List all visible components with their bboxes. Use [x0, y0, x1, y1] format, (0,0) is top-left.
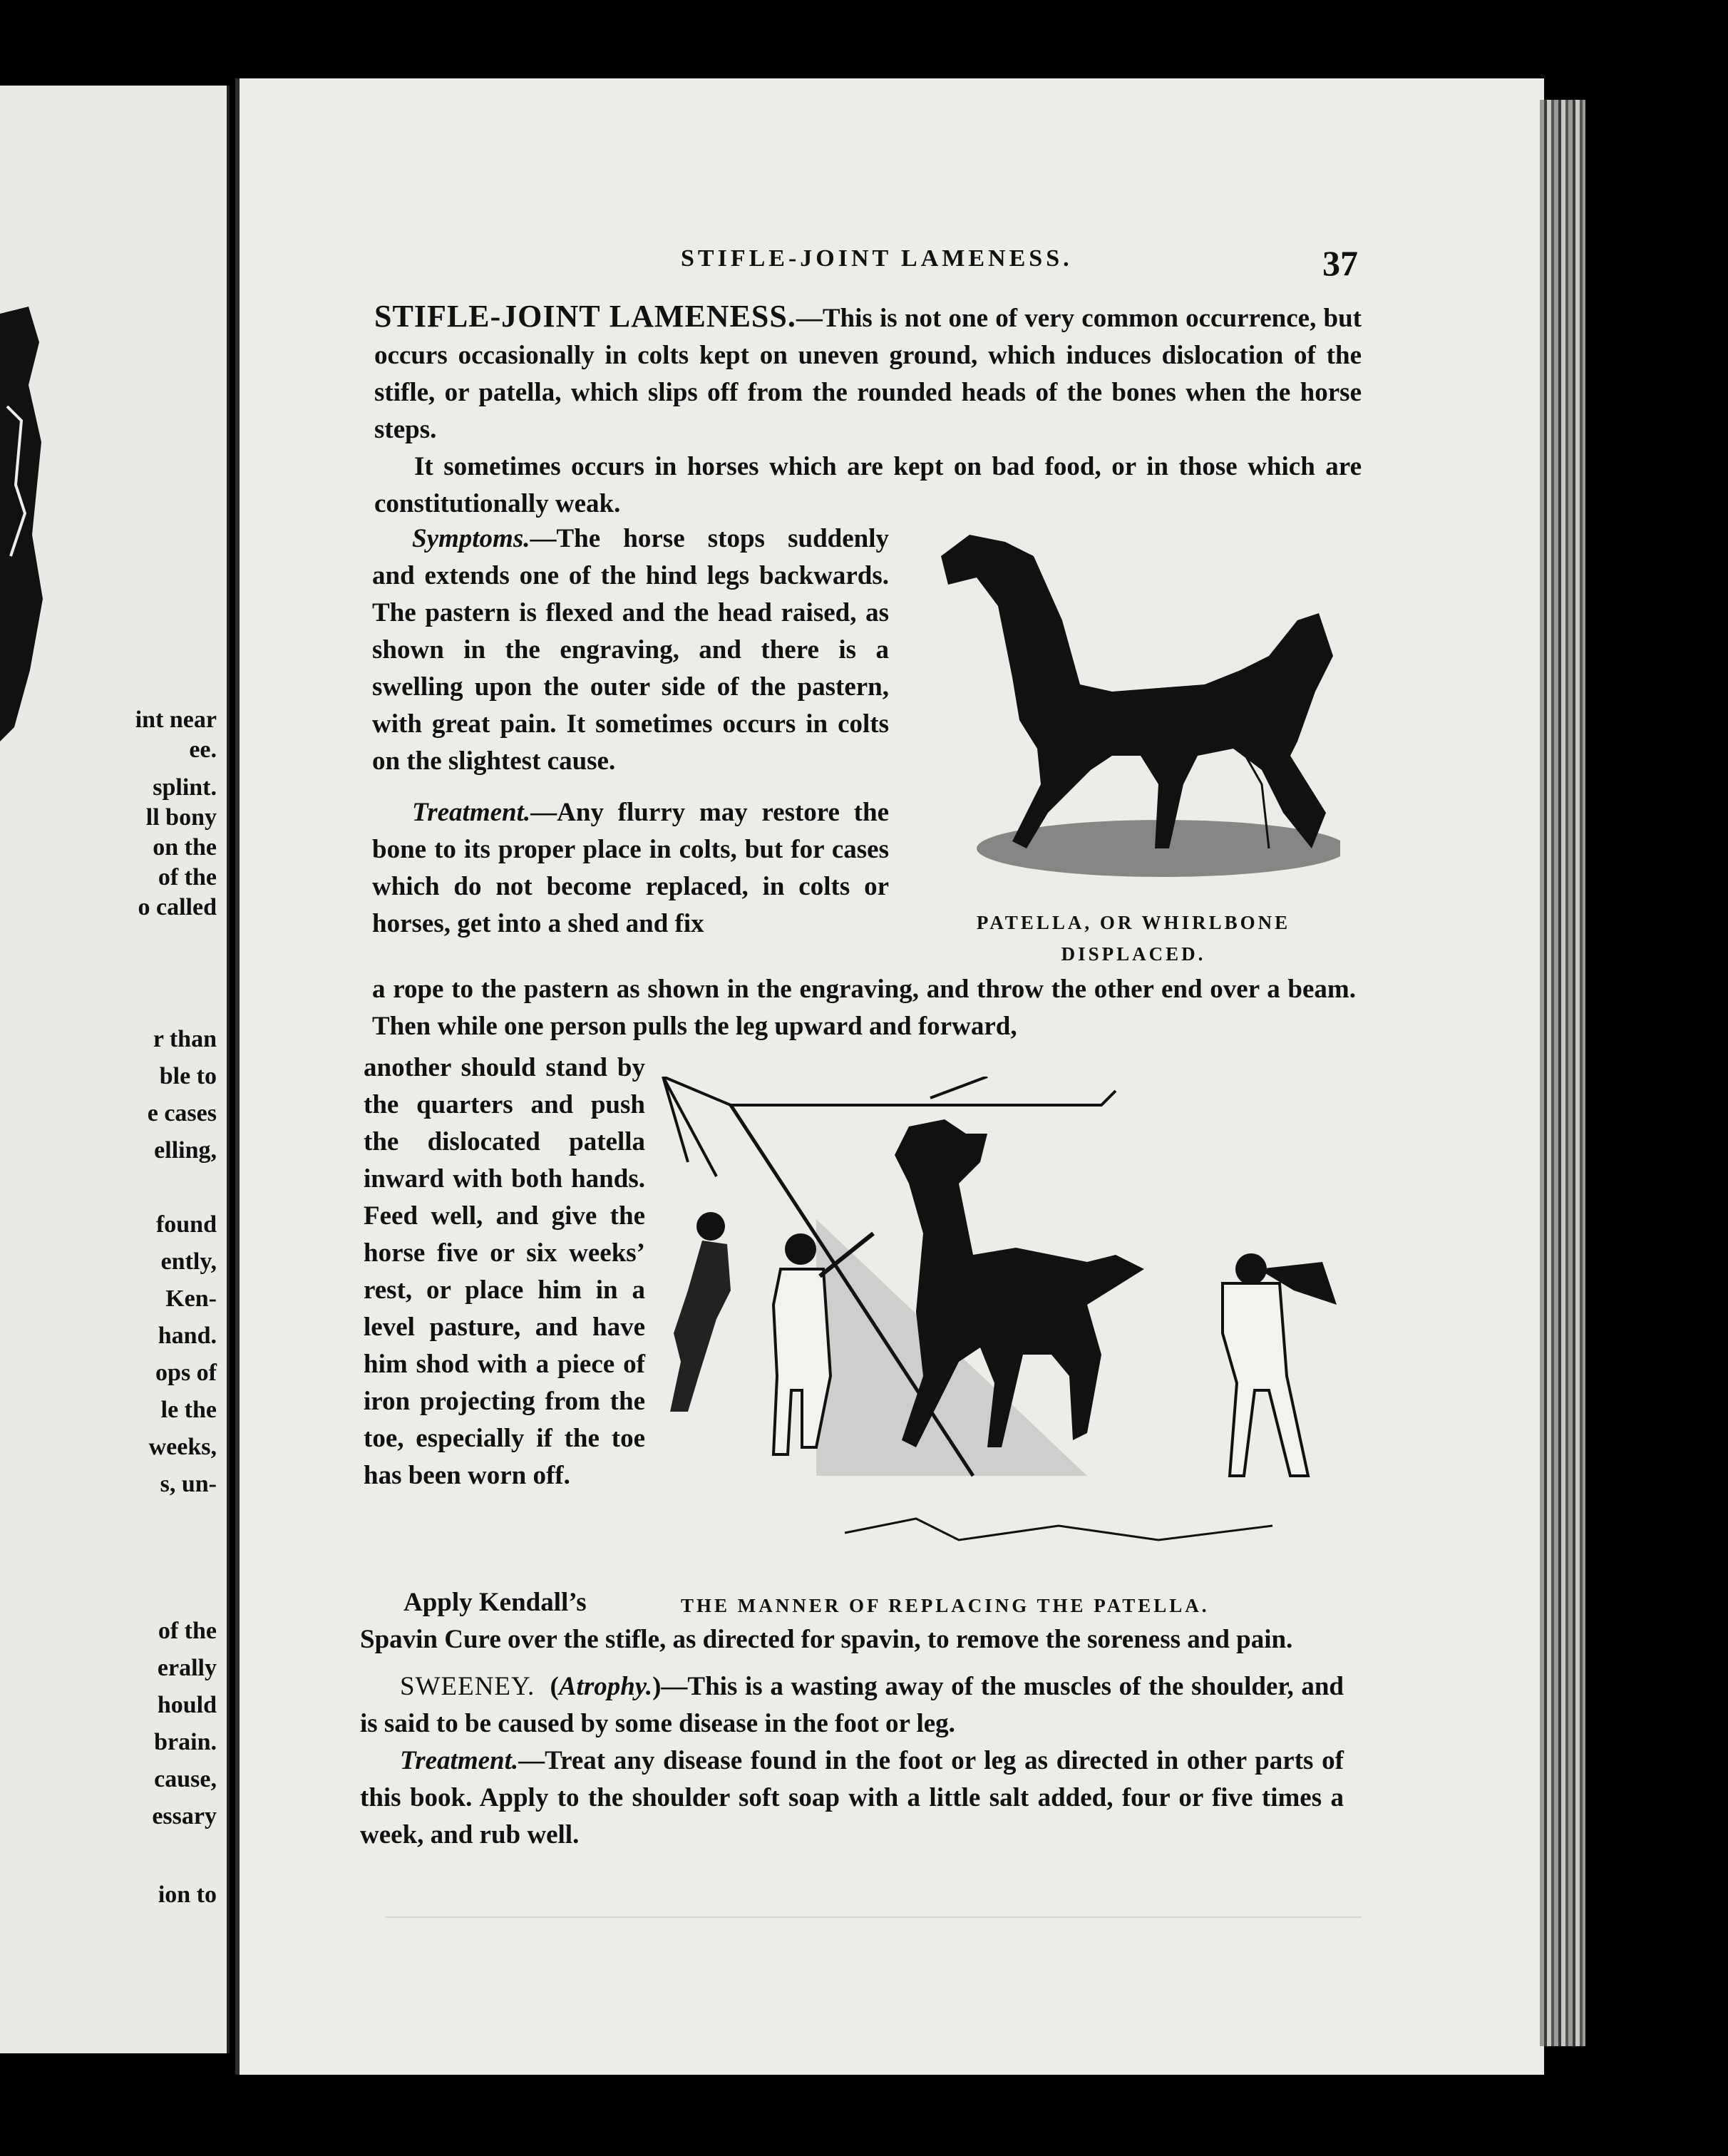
left-line: weeks,	[148, 1434, 217, 1460]
left-line: ee.	[189, 736, 217, 763]
figure-1-caption-line-2: DISPLACED.	[1061, 943, 1206, 965]
intro-block	[374, 298, 1362, 523]
left-line: le the	[160, 1397, 217, 1423]
symptoms-label: Symptoms.	[412, 524, 530, 553]
treatment-continuation	[372, 971, 1356, 1045]
figure-2-caption: THE MANNER OF REPLACING THE PATELLA.	[681, 1595, 1210, 1616]
running-head: STIFLE-JOINT LAMENESS.	[681, 245, 1073, 272]
left-line: e cases	[147, 1100, 217, 1126]
treatment-text-c: another should stand by the quarters and push the dislocated patella inward with both hands. Feed well, and give the horse five or six weeks’ rest, or place him in a level pasture, and have him shod with a piece of iron projecting from the toe, especially if the toe has been worn off.	[364, 1053, 645, 1490]
page-number: 37	[1322, 243, 1358, 283]
left-line: ble to	[159, 1063, 217, 1089]
left-line: cause,	[154, 1766, 217, 1792]
horse-displaced-patella-engraving	[927, 513, 1340, 898]
left-line: hand.	[158, 1323, 217, 1349]
sweeney-treatment-label: Treatment.	[400, 1746, 519, 1775]
left-line: s, un-	[160, 1471, 217, 1497]
left-line: ion to	[158, 1882, 217, 1908]
closing-block	[360, 1621, 1344, 1854]
previous-page-fragment	[0, 86, 230, 2053]
left-line: on the	[153, 834, 217, 861]
left-line: o called	[138, 894, 217, 920]
paren-close: )	[652, 1672, 662, 1701]
left-line: elling,	[154, 1137, 217, 1164]
stifle-paragraph-2: It sometimes occurs in horses which are kept on bad food, or in those which are constitutionally weak.	[374, 452, 1362, 518]
symptoms-block	[372, 520, 889, 943]
left-line: r than	[153, 1026, 217, 1052]
section-title-stifle: STIFLE-JOINT LAMENESS.	[374, 299, 796, 334]
treatment-text-b: a rope to the pastern as shown in the engraving, and throw the other end over a beam. Then while one person pulls the leg upward and forward,	[372, 975, 1356, 1041]
left-line: ll bony	[145, 804, 217, 831]
replacing-patella-engraving	[659, 1077, 1344, 1576]
section-title-sweeney: SWEENEY.	[400, 1672, 535, 1701]
treatment-text-a: —Any flurry may restore the bone to its proper place in colts, but for cases which do not become replaced, in colts or horses, get into a shed and fix	[372, 798, 889, 938]
left-line: Ken-	[165, 1285, 217, 1312]
stifle-intro-text: —This is not one of very common occurrence, but occurs occasionally in colts kept on uneven ground, which induces dislocation of the stifle, or patella, which slips off from the rounded heads of the bones when the horse steps.	[374, 304, 1362, 444]
page-edges	[1540, 100, 1585, 2046]
treatment-label: Treatment.	[412, 798, 531, 827]
left-line: essary	[152, 1803, 217, 1829]
left-line: ops of	[155, 1360, 217, 1386]
atrophy-label: Atrophy.	[558, 1672, 653, 1701]
figure-1-caption	[930, 907, 1337, 970]
left-line: ently,	[160, 1248, 217, 1275]
sweeney-treatment-text: —Treat any disease found in the foot or leg as directed in other parts of this book. Apply to the shoulder soft soap with a little salt added, four or five times a week, and rub well.	[360, 1746, 1344, 1849]
apply-lead-block	[364, 1584, 645, 1621]
left-line: brain.	[154, 1729, 217, 1755]
left-line: of the	[158, 864, 217, 890]
horse-illustration-fragment	[0, 299, 50, 756]
sweeney-text: —This is a wasting away of the muscles of the shoulder, and is said to be caused by some disease in the foot or leg.	[360, 1672, 1344, 1738]
apply-rest: Spavin Cure over the stifle, as directed for spavin, to remove the soreness and pain.	[360, 1625, 1293, 1654]
left-line: splint.	[153, 774, 217, 801]
footer-rule	[385, 1916, 1362, 1918]
left-line: int near	[135, 707, 217, 733]
figure-1-caption-line-1: PATELLA, OR WHIRLBONE	[976, 912, 1291, 933]
left-line: found	[155, 1211, 217, 1238]
left-line: of the	[158, 1618, 217, 1644]
paren-open: (	[550, 1672, 559, 1701]
apply-lead: Apply Kendall’s	[403, 1588, 587, 1617]
left-line: hould	[157, 1692, 217, 1718]
symptoms-text: —The horse stops suddenly and extends one of the hind legs backwards. The pastern is flexed and the head raised, as shown in the engraving, and there is a swelling upon the outer side of the pastern, with great pain. It sometimes occurs in colts on the slightest cause.	[372, 524, 889, 776]
left-line: erally	[157, 1655, 217, 1681]
treatment-narrow-block	[364, 1049, 645, 1494]
